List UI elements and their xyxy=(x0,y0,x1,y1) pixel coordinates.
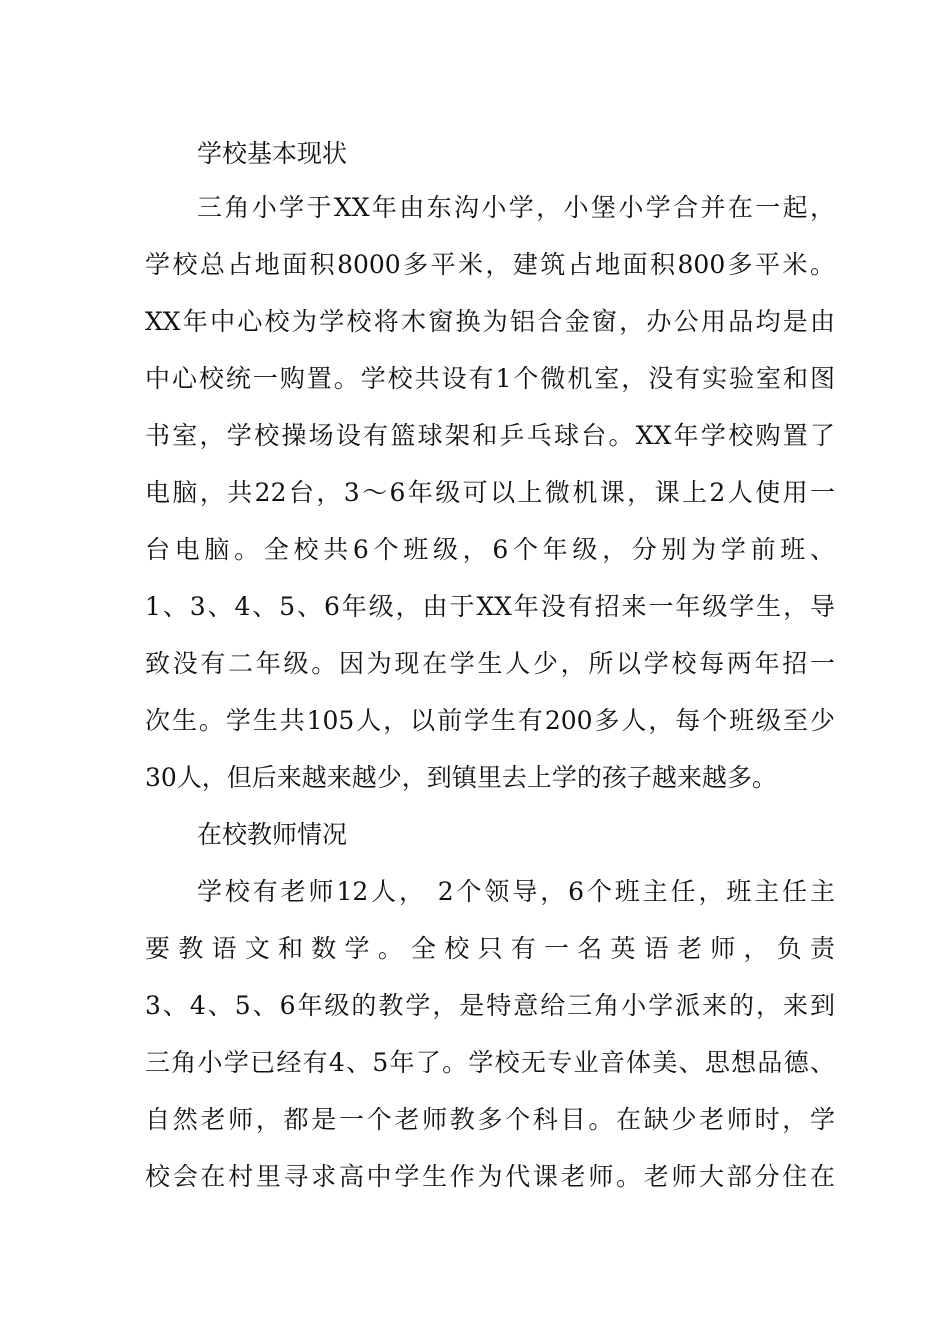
paragraph-line: 台电脑。全校共6个班级，6个年级，分别为学前班、 xyxy=(145,535,835,564)
paragraph-line: 校会在村里寻求高中学生作为代课老师。老师大部分住在 xyxy=(145,1162,835,1191)
paragraph-line: 学校有老师12人， 2个领导，6个班主任，班主任主 xyxy=(197,877,835,906)
paragraph-line: 学校总占地面积8000多平米，建筑占地面积800多平米。 xyxy=(145,250,835,279)
paragraph-line: 中心校统一购置。学校共设有1个微机室，没有实验室和图 xyxy=(145,364,835,393)
paragraph-line: 自然老师，都是一个老师教多个科目。在缺少老师时，学 xyxy=(145,1105,835,1134)
paragraph-line: XX年中心校为学校将木窗换为铝合金窗，办公用品均是由 xyxy=(145,307,835,336)
paragraph-line: 三角小学于XX年由东沟小学，小堡小学合并在一起， xyxy=(197,193,835,222)
paragraph-line: 3、4、5、6年级的教学，是特意给三角小学派来的，来到 xyxy=(145,991,835,1020)
paragraph-line: 电脑，共22台，3～6年级可以上微机课，课上2人使用一 xyxy=(145,478,835,507)
paragraph-line: 书室，学校操场设有篮球架和乒乓球台。XX年学校购置了 xyxy=(145,421,835,450)
section-heading: 在校教师情况 xyxy=(197,820,348,849)
paragraph-line: 要教语文和数学。全校只有一名英语老师，负责 xyxy=(145,934,835,963)
paragraph-line: 致没有二年级。因为现在学生人少，所以学校每两年招一 xyxy=(145,649,835,678)
paragraph-line: 30人，但后来越来越少，到镇里去上学的孩子越来越多。 xyxy=(145,763,777,792)
section-heading: 学校基本现状 xyxy=(197,139,348,168)
paragraph-line: 次生。学生共105人，以前学生有200多人，每个班级至少 xyxy=(145,706,835,735)
paragraph-line: 三角小学已经有4、5年了。学校无专业音体美、思想品德、 xyxy=(145,1048,835,1077)
paragraph-line: 1、3、4、5、6年级，由于XX年没有招来一年级学生，导 xyxy=(145,592,835,621)
